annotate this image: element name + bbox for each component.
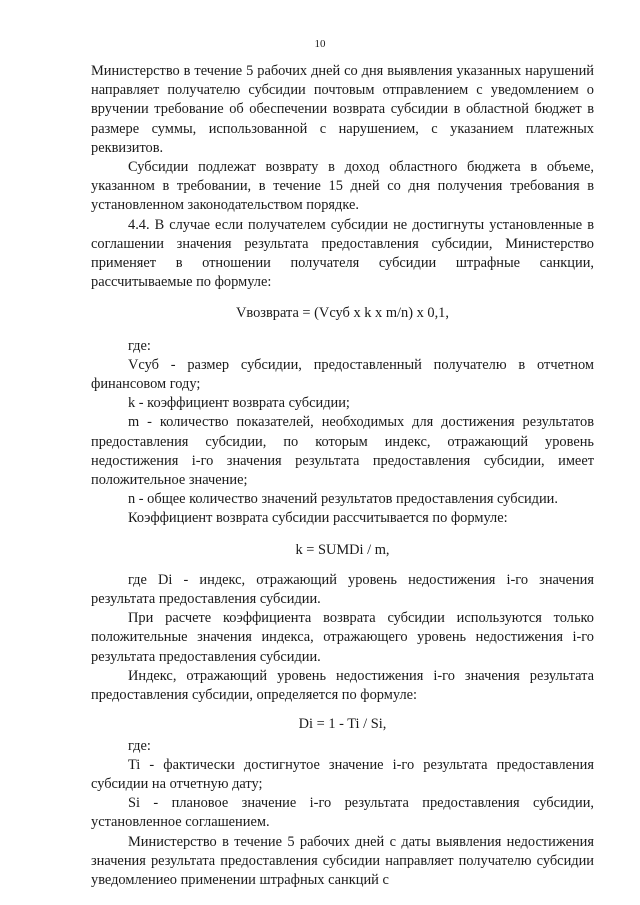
paragraph-positive-values: При расчете коэффициента возврата субсидии используются только положительные значения индекса, отражающего уровень недостижения i-го результата предоставления субсидии. xyxy=(91,610,594,665)
paragraph-violation-notice: Министерство в течение 5 рабочих дней со дня выявления указанных нарушений направляет получателю субсидии почтовым отправлением с уведомлением о вручении требование об обеспечении возврата субсидии в областной бюджет в размере суммы, использованной с нарушением, с указанием платежных реквизитов. xyxy=(91,63,594,156)
definition-si: Si - плановое значение i-го результата предоставления субсидии, установленное соглашением. xyxy=(91,795,594,831)
formula-coefficient: k = SUMDi / m, xyxy=(295,541,390,558)
definition-di: где Di - индекс, отражающий уровень недостижения i-го значения результата предоставления субсидии. xyxy=(91,571,594,608)
paragraph-coefficient-intro: Коэффициент возврата субсидии рассчитывается по формуле: xyxy=(128,510,508,527)
formula-refund-volume: Vвозврата = (Vсуб x k x m/n) x 0,1, xyxy=(236,305,449,322)
definition-ti: Ti - фактически достигнутое значение i-го результата предоставления субсидии на отчетную дату; xyxy=(91,756,594,792)
paragraph-refund-term: Субсидии подлежат возврату в доход областного бюджета в объеме, указанном в требовании, в течение 15 дней со дня получения требования в установленном законодательством порядке. xyxy=(91,159,594,214)
paragraph-penalty-notification: Министерство в течение 5 рабочих дней с даты выявления недостижения значения результата предоставления субсидии направляет получателю субсидии уведомлениео применении штрафных санкций с xyxy=(91,833,594,888)
definition-vsub: Vсуб - размер субсидии, предоставленный получателю в отчетном финансовом году; xyxy=(91,356,594,393)
page-number: 10 xyxy=(314,38,326,50)
definition-k: k - коэффициент возврата субсидии; xyxy=(128,395,350,412)
formula-index: Di = 1 - Ti / Si, xyxy=(298,716,387,733)
paragraph-penalty-clause: 4.4. В случае если получателем субсидии не достигнуты установленные в соглашении значения результата предоставления субсидии, Министерство применяет в отношении получателя субсидии штрафные санкции, рассчитываемые по формуле: xyxy=(91,216,594,291)
paragraph-index-definition: Индекс, отражающий уровень недостижения i-го значения результата предоставления субсидии, определяется по формуле: xyxy=(91,667,594,704)
where-label: где: xyxy=(128,337,151,354)
definition-m: m - количество показателей, необходимых для достижения результатов предоставления субсидии, по которым индекс, отражающий уровень недостижения i-го значения результата предоставления субсидии, имеет положительное значение; xyxy=(91,414,594,489)
definition-n: n - общее количество значений результатов предоставления субсидии. xyxy=(128,491,558,508)
document-body xyxy=(91,62,594,890)
where-label-2: где: xyxy=(128,737,151,754)
